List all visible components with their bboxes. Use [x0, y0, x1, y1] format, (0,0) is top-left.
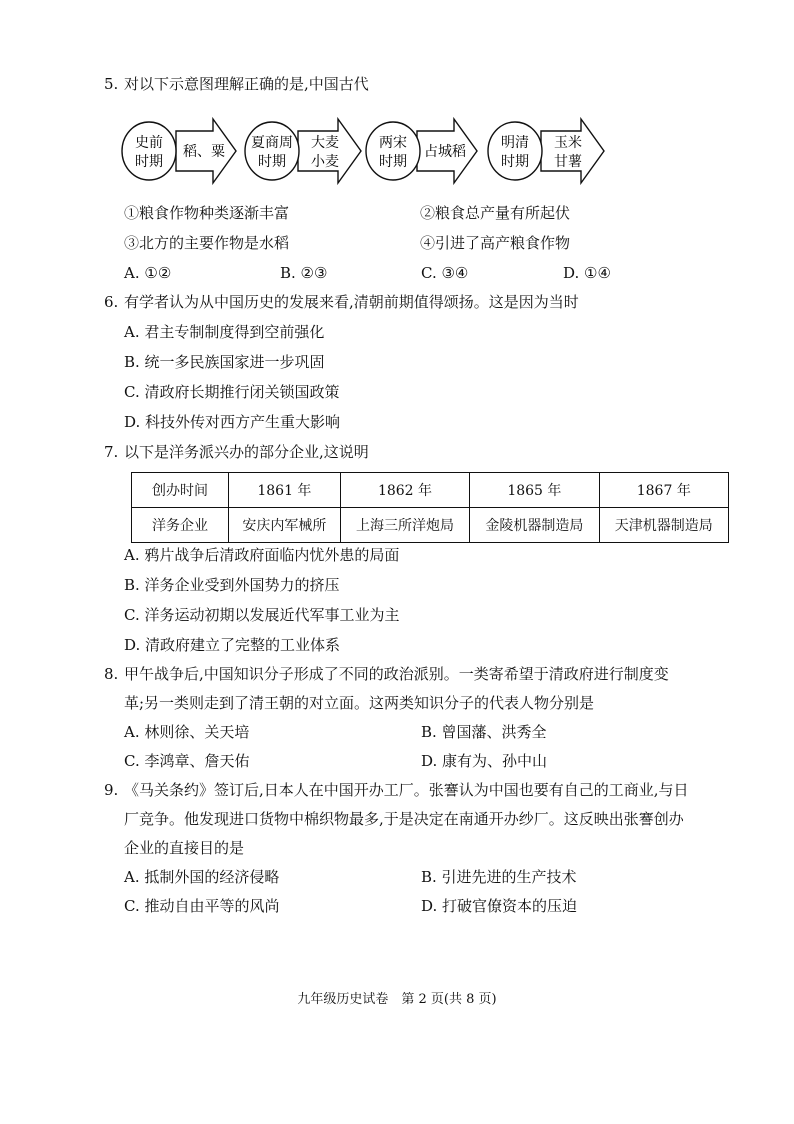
stage-2-period-line2: 时期	[258, 154, 286, 170]
q7-option-a: A. 鸦片战争后清政府面临内忧外患的局面	[124, 546, 400, 564]
q9-option-b: B. 引进先进的生产技术	[421, 868, 577, 886]
question-8-number: 8.	[104, 665, 119, 683]
stage-3-period-line1: 两宋	[379, 135, 407, 151]
table-header-cell: 1867 年	[599, 473, 728, 508]
question-7-number: 7.	[104, 443, 119, 461]
question-6-stem: 有学者认为从中国历史的发展来看,清朝前期值得颂扬。这是因为当时	[124, 293, 579, 311]
q8-option-a: A. 林则徐、关天培	[124, 723, 250, 741]
q7-option-c: C. 洋务运动初期以发展近代军事工业为主	[124, 606, 400, 624]
stage-2-crop-line2: 小麦	[311, 154, 339, 170]
diagram-stage-3	[366, 119, 477, 183]
stage-3-crop-line1: 占城稻	[424, 144, 466, 160]
q6-option-b: B. 统一多民族国家进一步巩固	[124, 353, 325, 371]
stage-3-period-line2: 时期	[379, 154, 407, 170]
q8-option-c: C. 李鸿章、詹天佑	[124, 752, 250, 770]
q7-option-d: D. 清政府建立了完整的工业体系	[124, 636, 341, 654]
table-cell: 安庆内军械所	[229, 508, 341, 543]
stage-4-crop-line1: 玉米	[554, 135, 582, 151]
q8-option-d: D. 康有为、孙中山	[421, 752, 548, 770]
stage-4-period-line1: 明清	[501, 135, 529, 151]
stage-2-period-line1: 夏商周	[251, 135, 293, 151]
enterprise-table	[131, 472, 729, 543]
diagram-stage-4	[488, 119, 604, 183]
q8-option-b: B. 曾国藩、洪秀全	[421, 723, 547, 741]
stage-4-period-line2: 时期	[501, 154, 529, 170]
q5-option-d: D. ①④	[563, 264, 611, 282]
q5-option-b: B. ②③	[280, 264, 328, 282]
table-row	[132, 473, 729, 508]
q5-statement-4: ④引进了高产粮食作物	[420, 234, 571, 252]
table-cell: 洋务企业	[132, 508, 229, 543]
table-header-cell: 1862 年	[340, 473, 469, 508]
q6-option-a: A. 君主专制制度得到空前强化	[124, 323, 325, 341]
q5-statement-1: ①粮食作物种类逐渐丰富	[124, 204, 290, 222]
question-6-number: 6.	[104, 293, 119, 311]
diagram-stage-2	[245, 119, 361, 183]
q6-option-c: C. 清政府长期推行闭关锁国政策	[124, 383, 340, 401]
table-header-cell: 创办时间	[132, 473, 229, 508]
question-9-number: 9.	[104, 781, 119, 799]
table-header-cell: 1865 年	[470, 473, 599, 508]
question-9-stem-line2: 厂竞争。他发现进口货物中棉织物最多,于是决定在南通开办纱厂。这反映出张謇创办	[124, 810, 684, 828]
question-8-stem-line1: 甲午战争后,中国知识分子形成了不同的政治派别。一类寄希望于清政府进行制度变	[124, 665, 669, 683]
q9-option-d: D. 打破官僚资本的压迫	[421, 897, 578, 915]
stage-1-crop-line1: 稻、粟	[183, 144, 225, 160]
q5-option-a: A. ①②	[124, 264, 172, 282]
table-cell: 上海三所洋炮局	[340, 508, 469, 543]
stage-1-period-line2: 时期	[135, 154, 163, 170]
stage-4-crop-line2: 甘薯	[554, 154, 582, 170]
page-footer: 九年级历史试卷 第 2 页(共 8 页)	[297, 992, 497, 1007]
table-header-cell: 1861 年	[229, 473, 341, 508]
q9-option-a: A. 抵制外国的经济侵略	[124, 868, 280, 886]
diagram-stage-1	[122, 119, 236, 183]
crop-evolution-diagram	[118, 112, 608, 190]
table-cell: 天津机器制造局	[599, 508, 728, 543]
table-cell: 金陵机器制造局	[470, 508, 599, 543]
question-8-stem-line2: 革;另一类则走到了清王朝的对立面。这两类知识分子的代表人物分别是	[124, 694, 595, 712]
question-5-number: 5.	[104, 75, 119, 93]
question-9-stem-line3: 企业的直接目的是	[124, 839, 245, 857]
q7-option-b: B. 洋务企业受到外国势力的挤压	[124, 576, 340, 594]
q6-option-d: D. 科技外传对西方产生重大影响	[124, 413, 341, 431]
q5-option-c: C. ③④	[421, 264, 469, 282]
stage-1-period-line1: 史前	[135, 135, 163, 151]
question-5-stem: 对以下示意图理解正确的是,中国古代	[124, 75, 369, 93]
q5-statement-3: ③北方的主要作物是水稻	[124, 234, 290, 252]
question-9-stem-line1: 《马关条约》签订后,日本人在中国开办工厂。张謇认为中国也要有自己的工商业,与日	[124, 781, 689, 799]
table-row	[132, 508, 729, 543]
question-7-stem: 以下是洋务派兴办的部分企业,这说明	[124, 443, 369, 461]
q5-statement-2: ②粮食总产量有所起伏	[420, 204, 571, 222]
q9-option-c: C. 推动自由平等的风尚	[124, 897, 280, 915]
stage-2-crop-line1: 大麦	[311, 135, 339, 151]
